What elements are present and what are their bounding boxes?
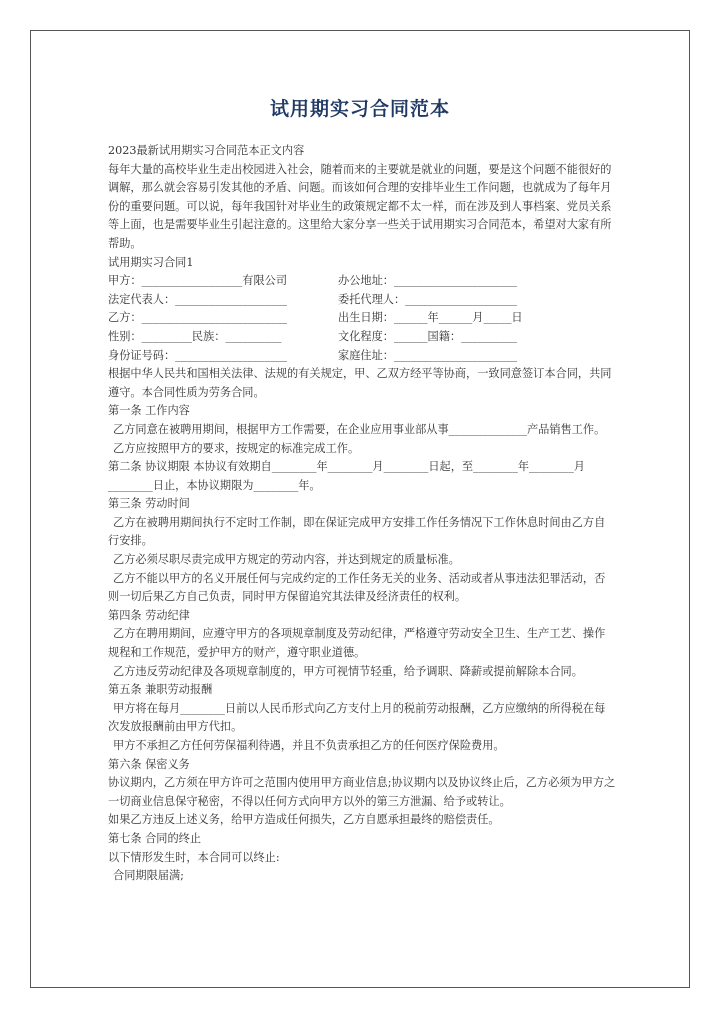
contract-heading: 试用期实习合同1 [108, 255, 194, 269]
article-3-heading: 第三条 劳动时间 [108, 497, 190, 511]
preamble-paragraph: 根据中华人民共和国相关法律、法规的有关规定，甲、乙双方经平等协商，一致同意签订本合同，共同遵守。本合同性质为劳务合同。 [108, 367, 612, 399]
article-3-clause-1: 乙方在被聘用期间执行不定时工作制，即在保证完成甲方安排工作任务情况下工作休息时间由乙方自行安排。 [108, 515, 606, 548]
article-1-clause-1: 乙方同意在被聘用期间，根据甲方工作需要，在企业应用事业部从事______________产品销售工作。 [113, 422, 606, 436]
field-legal-rep: 法定代表人：____________________ [108, 292, 288, 306]
field-party-a: 甲方：__________________有限公司 [108, 274, 288, 288]
field-party-b: 乙方：__________________________ [108, 311, 288, 325]
article-2-paragraph: 第二条 协议期限 本协议有效期自________年________月________日起，至________年________月________日止，本协议期限为________年。 [108, 460, 585, 492]
document-title: 试用期实习合同范本 [269, 98, 450, 120]
article-4-heading: 第四条 劳动纪律 [108, 608, 190, 622]
article-6-heading: 第六条 保密义务 [108, 757, 190, 771]
article-1-heading: 第一条 工作内容 [108, 404, 190, 418]
field-education-nationality: 文化程度：______国籍：__________ [338, 329, 518, 343]
field-id-number: 身份证号码：____________________ [108, 348, 288, 362]
article-5-heading: 第五条 兼职劳动报酬 [108, 683, 213, 697]
article-1-clause-2: 乙方应按照甲方的要求，按规定的标准完成工作。 [113, 441, 360, 455]
article-6-clause-1: 协议期内，乙方须在甲方许可之范围内使用甲方商业信息;协议期内以及协议终止后，乙方必须为甲方之一切商业信息保守秘密，不得以任何方式向甲方以外的第三方泄漏、给予或转让。 [108, 776, 616, 808]
field-home-address: 家庭住址：______________________ [338, 348, 518, 362]
field-gender-ethnicity: 性别：_________民族：__________ [108, 329, 282, 343]
article-5-clause-1: 甲方将在每月________日前以人民币形式向乙方支付上月的税前劳动报酬，乙方应缴纳的所得税在每次发放报酬前由甲方代扣。 [108, 701, 606, 734]
party-info-grid [108, 272, 616, 365]
article-7-clause-1: 以下情形发生时，本合同可以终止: [108, 850, 280, 864]
article-7-clause-2: 合同期限届满; [113, 869, 184, 883]
article-5-clause-2: 甲方不承担乙方任何劳保福利待遇，并且不负责承担乙方的任何医疗保险费用。 [113, 739, 505, 752]
field-agent: 委托代理人：____________________ [338, 292, 518, 306]
article-3-clause-2: 乙方必须尽职尽责完成甲方规定的劳动内容，并达到规定的质量标准。 [113, 553, 460, 567]
field-birth-date: 出生日期：______年______月_____日 [338, 311, 523, 325]
intro-heading: 2023最新试用期实习合同范本正文内容 [108, 144, 305, 157]
article-4-clause-2: 乙方违反劳动纪律及各项规章制度的，甲方可视情节轻重，给予调职、降薪或提前解除本合同。 [113, 664, 583, 678]
article-4-clause-1: 乙方在聘用期间，应遵守甲方的各项规章制度及劳动纪律，严格遵守劳动安全卫生、生产工艺、操作规程和工作规范，爱护甲方的财产，遵守职业道德。 [108, 627, 606, 660]
intro-paragraph: 每年大量的高校毕业生走出校园进入社会，随着而来的主要就是就业的问题，要是这个问题不能很好的调解，那么就会容易引发其他的矛盾、问题。而该如何合理的安排毕业生工作问题，也就成为了每年月份的重要问题。可以说，每年我国针对毕业生的政策规定都不太一样，而在涉及到人事档案、党员关系等上面，也是需要毕业生引起注意的。这里给大家分享一些关于试用期实习合同范本，希望对大家有所帮助。 [108, 162, 612, 250]
article-3-clause-3: 乙方不能以甲方的名义开展任何与完成约定的工作任务无关的业务、活动或者从事违法犯罪活动，否则一切后果乙方自己负责，同时甲方保留追究其法律及经济责任的权利。 [108, 571, 606, 604]
article-7-heading: 第七条 合同的终止 [108, 831, 202, 845]
document-body [108, 142, 616, 886]
field-office-address: 办公地址：______________________ [338, 274, 518, 288]
article-6-clause-2: 如果乙方违反上述义务，给甲方造成任何损失，乙方自愿承担最终的赔偿责任。 [108, 813, 500, 827]
